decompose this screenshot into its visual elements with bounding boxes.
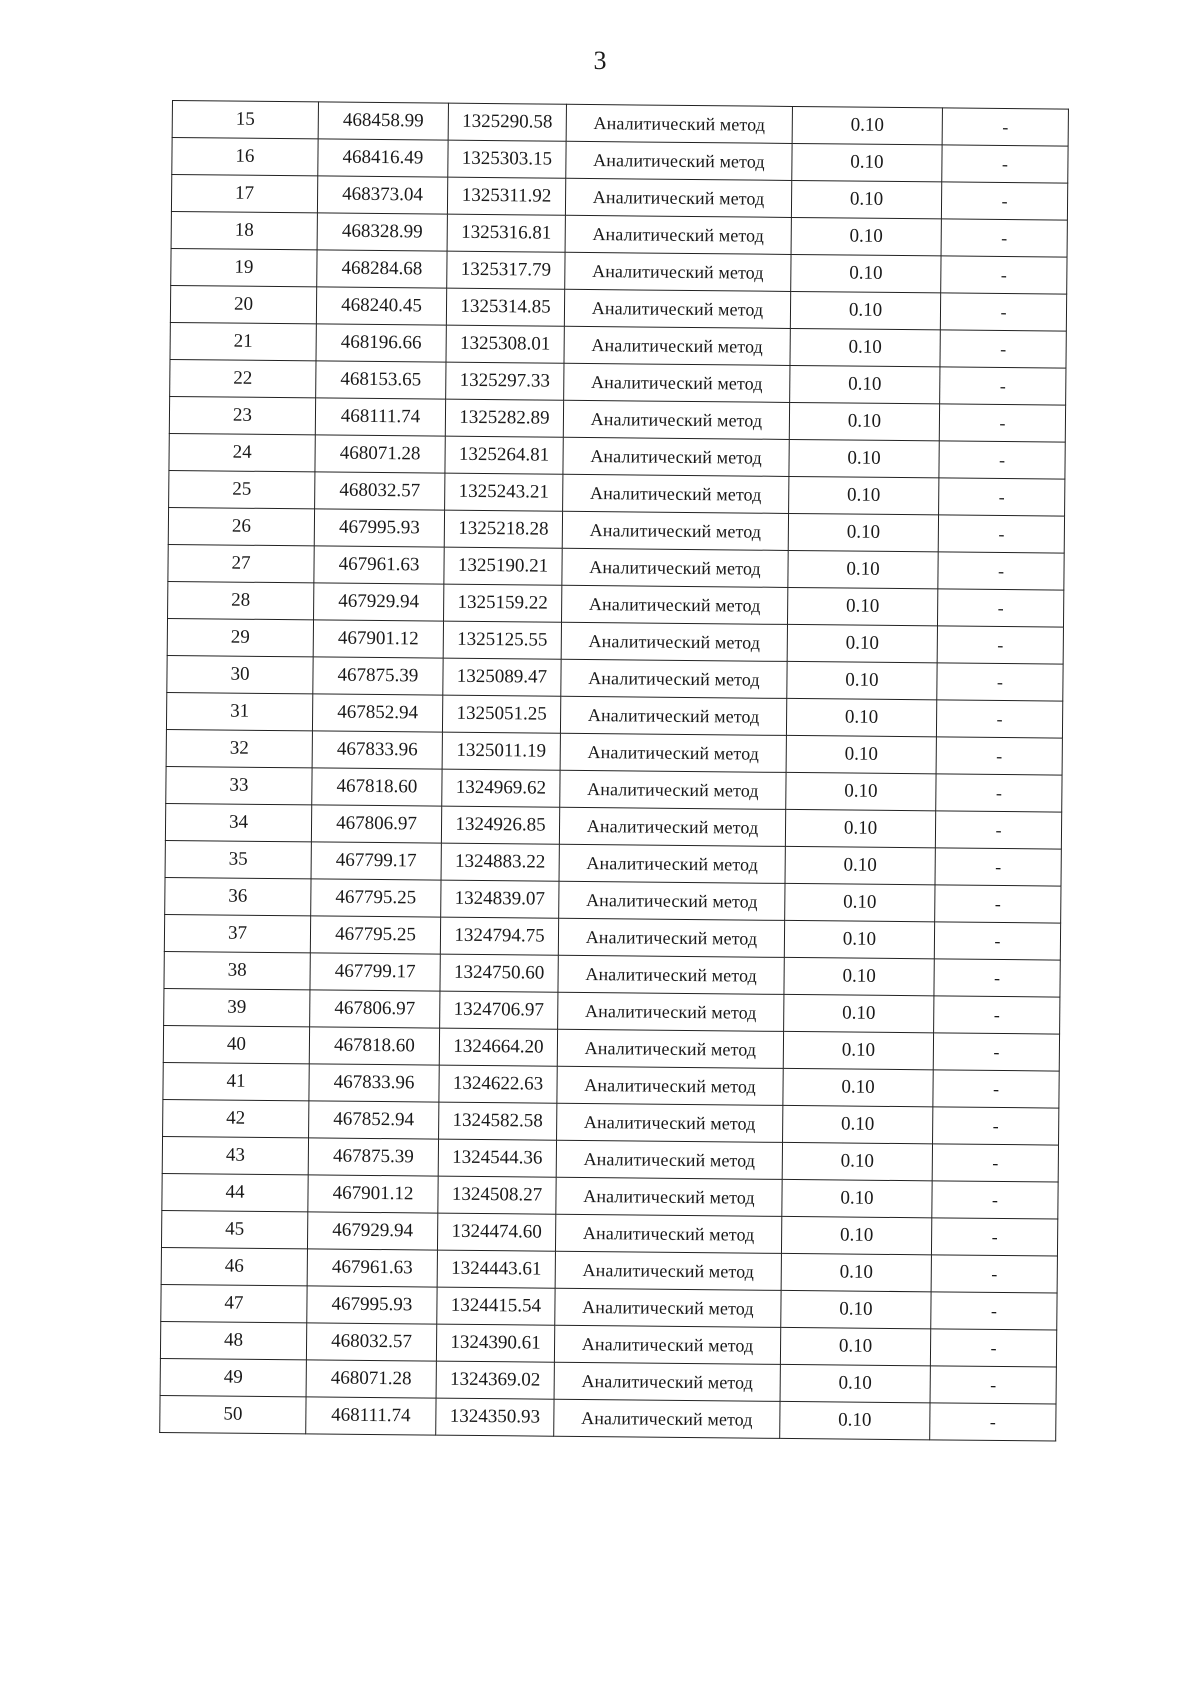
accuracy-cell: 0.10 <box>788 513 938 551</box>
point-number-cell: 40 <box>163 1025 309 1063</box>
x-coordinate-cell: 467795.25 <box>311 879 441 917</box>
method-cell: Аналитический метод <box>555 1214 781 1253</box>
accuracy-cell: 0.10 <box>784 957 934 995</box>
y-coordinate-cell: 1325264.81 <box>445 436 563 474</box>
method-cell: Аналитический метод <box>554 1362 780 1401</box>
x-coordinate-cell: 468284.68 <box>317 250 447 288</box>
point-number-cell: 46 <box>161 1247 307 1285</box>
accuracy-cell: 0.10 <box>791 254 941 292</box>
note-cell: - <box>933 1070 1059 1108</box>
x-coordinate-cell: 467799.17 <box>310 953 440 991</box>
note-cell: - <box>942 108 1068 146</box>
point-number-cell: 22 <box>170 359 316 397</box>
accuracy-cell: 0.10 <box>783 1105 933 1143</box>
point-number-cell: 43 <box>162 1136 308 1174</box>
note-cell: - <box>932 1144 1058 1182</box>
point-number-cell: 42 <box>163 1099 309 1137</box>
accuracy-cell: 0.10 <box>787 661 937 699</box>
note-cell: - <box>937 589 1063 627</box>
accuracy-cell: 0.10 <box>780 1327 930 1365</box>
accuracy-cell: 0.10 <box>786 735 936 773</box>
note-cell: - <box>931 1292 1057 1330</box>
method-cell: Аналитический метод <box>559 844 785 883</box>
note-cell: - <box>930 1403 1056 1441</box>
x-coordinate-cell: 467818.60 <box>309 1027 439 1065</box>
note-cell: - <box>934 959 1060 997</box>
x-coordinate-cell: 467995.93 <box>314 509 444 547</box>
method-cell: Аналитический метод <box>561 622 787 661</box>
note-cell: - <box>940 367 1066 405</box>
method-cell: Аналитический метод <box>561 659 787 698</box>
note-cell: - <box>941 256 1067 294</box>
x-coordinate-cell: 467806.97 <box>310 990 440 1028</box>
table-row <box>160 1395 1056 1441</box>
point-number-cell: 27 <box>168 544 314 582</box>
y-coordinate-cell: 1325218.28 <box>444 510 562 548</box>
y-coordinate-cell: 1325311.92 <box>447 177 565 215</box>
x-coordinate-cell: 467995.93 <box>307 1286 437 1324</box>
y-coordinate-cell: 1325308.01 <box>446 325 564 363</box>
x-coordinate-cell: 467929.94 <box>307 1212 437 1250</box>
point-number-cell: 44 <box>162 1173 308 1211</box>
y-coordinate-cell: 1324415.54 <box>437 1287 555 1325</box>
point-number-cell: 47 <box>161 1284 307 1322</box>
note-cell: - <box>930 1366 1056 1404</box>
y-coordinate-cell: 1325051.25 <box>442 695 560 733</box>
accuracy-cell: 0.10 <box>785 846 935 884</box>
method-cell: Аналитический метод <box>563 474 789 513</box>
method-cell: Аналитический метод <box>555 1288 781 1327</box>
note-cell: - <box>942 145 1068 183</box>
point-number-cell: 37 <box>164 914 310 952</box>
point-number-cell: 31 <box>166 692 312 730</box>
method-cell: Аналитический метод <box>556 1177 782 1216</box>
x-coordinate-cell: 468196.66 <box>316 324 446 362</box>
point-number-cell: 35 <box>165 840 311 878</box>
y-coordinate-cell: 1324664.20 <box>439 1028 557 1066</box>
point-number-cell: 30 <box>167 655 313 693</box>
page-number: 3 <box>593 46 607 75</box>
accuracy-cell: 0.10 <box>790 365 940 403</box>
y-coordinate-cell: 1325243.21 <box>445 473 563 511</box>
note-cell: - <box>940 330 1066 368</box>
method-cell: Аналитический метод <box>562 585 788 624</box>
note-cell: - <box>935 811 1061 849</box>
method-cell: Аналитический метод <box>559 807 785 846</box>
point-number-cell: 36 <box>165 877 311 915</box>
note-cell: - <box>934 996 1060 1034</box>
method-cell: Аналитический метод <box>564 326 790 365</box>
y-coordinate-cell: 1324750.60 <box>440 954 558 992</box>
y-coordinate-cell: 1324839.07 <box>441 880 559 918</box>
y-coordinate-cell: 1325314.85 <box>446 288 564 326</box>
x-coordinate-cell: 467929.94 <box>314 583 444 621</box>
x-coordinate-cell: 467875.39 <box>308 1138 438 1176</box>
method-cell: Аналитический метод <box>565 178 791 217</box>
y-coordinate-cell: 1325316.81 <box>447 214 565 252</box>
x-coordinate-cell: 468032.57 <box>315 472 445 510</box>
point-number-cell: 20 <box>170 285 316 323</box>
point-number-cell: 32 <box>166 729 312 767</box>
note-cell: - <box>939 478 1065 516</box>
accuracy-cell: 0.10 <box>791 217 941 255</box>
method-cell: Аналитический метод <box>564 289 790 328</box>
method-cell: Аналитический метод <box>560 770 786 809</box>
accuracy-cell: 0.10 <box>786 772 936 810</box>
y-coordinate-cell: 1325282.89 <box>445 399 563 437</box>
point-number-cell: 48 <box>160 1321 306 1359</box>
note-cell: - <box>931 1255 1057 1293</box>
method-cell: Аналитический метод <box>556 1140 782 1179</box>
accuracy-cell: 0.10 <box>790 291 940 329</box>
accuracy-cell: 0.10 <box>789 439 939 477</box>
x-coordinate-cell: 467852.94 <box>312 694 442 732</box>
x-coordinate-cell: 467833.96 <box>312 731 442 769</box>
y-coordinate-cell: 1325011.19 <box>442 732 560 770</box>
x-coordinate-cell: 467852.94 <box>309 1101 439 1139</box>
y-coordinate-cell: 1324544.36 <box>438 1139 556 1177</box>
note-cell: - <box>938 515 1064 553</box>
x-coordinate-cell: 467901.12 <box>313 620 443 658</box>
method-cell: Аналитический метод <box>554 1399 780 1438</box>
point-number-cell: 16 <box>172 138 318 176</box>
accuracy-cell: 0.10 <box>785 809 935 847</box>
y-coordinate-cell: 1324622.63 <box>439 1065 557 1103</box>
accuracy-cell: 0.10 <box>781 1290 931 1328</box>
y-coordinate-cell: 1325297.33 <box>446 362 564 400</box>
point-number-cell: 34 <box>165 803 311 841</box>
y-coordinate-cell: 1324350.93 <box>436 1398 554 1436</box>
x-coordinate-cell: 467875.39 <box>313 657 443 695</box>
method-cell: Аналитический метод <box>558 918 784 957</box>
y-coordinate-cell: 1324390.61 <box>436 1324 554 1362</box>
method-cell: Аналитический метод <box>564 363 790 402</box>
accuracy-cell: 0.10 <box>788 550 938 588</box>
point-number-cell: 26 <box>168 507 314 545</box>
y-coordinate-cell: 1325290.58 <box>448 103 566 141</box>
method-cell: Аналитический метод <box>557 1029 783 1068</box>
accuracy-cell: 0.10 <box>784 994 934 1032</box>
method-cell: Аналитический метод <box>560 733 786 772</box>
accuracy-cell: 0.10 <box>786 698 936 736</box>
point-number-cell: 21 <box>170 322 316 360</box>
note-cell: - <box>936 774 1062 812</box>
note-cell: - <box>937 663 1063 701</box>
y-coordinate-cell: 1324443.61 <box>437 1250 555 1288</box>
x-coordinate-cell: 468071.28 <box>315 435 445 473</box>
point-number-cell: 39 <box>164 988 310 1026</box>
x-coordinate-cell: 468153.65 <box>316 361 446 399</box>
point-number-cell: 33 <box>166 766 312 804</box>
point-number-cell: 41 <box>163 1062 309 1100</box>
x-coordinate-cell: 468416.49 <box>318 139 448 177</box>
accuracy-cell: 0.10 <box>780 1364 930 1402</box>
note-cell: - <box>930 1329 1056 1367</box>
accuracy-cell: 0.10 <box>783 1068 933 1106</box>
x-coordinate-cell: 467961.63 <box>307 1249 437 1287</box>
x-coordinate-cell: 467799.17 <box>311 842 441 880</box>
note-cell: - <box>934 922 1060 960</box>
accuracy-cell: 0.10 <box>780 1401 930 1439</box>
x-coordinate-cell: 468071.28 <box>306 1360 436 1398</box>
method-cell: Аналитический метод <box>554 1325 780 1364</box>
method-cell: Аналитический метод <box>563 437 789 476</box>
method-cell: Аналитический метод <box>557 1066 783 1105</box>
accuracy-cell: 0.10 <box>781 1216 931 1254</box>
accuracy-cell: 0.10 <box>787 624 937 662</box>
method-cell: Аналитический метод <box>558 955 784 994</box>
point-number-cell: 25 <box>169 470 315 508</box>
note-cell: - <box>940 293 1066 331</box>
x-coordinate-cell: 467818.60 <box>312 768 442 806</box>
method-cell: Аналитический метод <box>560 696 786 735</box>
method-cell: Аналитический метод <box>566 104 792 143</box>
accuracy-cell: 0.10 <box>790 328 940 366</box>
y-coordinate-cell: 1325317.79 <box>447 251 565 289</box>
note-cell: - <box>938 552 1064 590</box>
accuracy-cell: 0.10 <box>792 106 942 144</box>
method-cell: Аналитический метод <box>557 1103 783 1142</box>
y-coordinate-cell: 1325125.55 <box>443 621 561 659</box>
accuracy-cell: 0.10 <box>784 920 934 958</box>
x-coordinate-cell: 467833.96 <box>309 1064 439 1102</box>
x-coordinate-cell: 468111.74 <box>306 1397 436 1435</box>
accuracy-cell: 0.10 <box>789 402 939 440</box>
note-cell: - <box>933 1033 1059 1071</box>
accuracy-cell: 0.10 <box>782 1179 932 1217</box>
x-coordinate-cell: 467961.63 <box>314 546 444 584</box>
y-coordinate-cell: 1324706.97 <box>440 991 558 1029</box>
point-number-cell: 49 <box>160 1358 306 1396</box>
x-coordinate-cell: 468240.45 <box>316 287 446 325</box>
point-number-cell: 28 <box>168 581 314 619</box>
note-cell: - <box>939 441 1065 479</box>
note-cell: - <box>935 848 1061 886</box>
y-coordinate-cell: 1325190.21 <box>444 547 562 585</box>
note-cell: - <box>941 182 1067 220</box>
method-cell: Аналитический метод <box>559 881 785 920</box>
point-number-cell: 15 <box>172 101 318 139</box>
x-coordinate-cell: 467806.97 <box>311 805 441 843</box>
point-number-cell: 45 <box>161 1210 307 1248</box>
y-coordinate-cell: 1324794.75 <box>440 917 558 955</box>
method-cell: Аналитический метод <box>555 1251 781 1290</box>
accuracy-cell: 0.10 <box>789 476 939 514</box>
x-coordinate-cell: 468111.74 <box>315 398 445 436</box>
y-coordinate-cell: 1324926.85 <box>441 806 559 844</box>
point-number-cell: 50 <box>160 1395 306 1433</box>
method-cell: Аналитический метод <box>565 252 791 291</box>
method-cell: Аналитический метод <box>566 141 792 180</box>
x-coordinate-cell: 468373.04 <box>317 176 447 214</box>
y-coordinate-cell: 1324474.60 <box>437 1213 555 1251</box>
note-cell: - <box>936 737 1062 775</box>
point-number-cell: 23 <box>169 396 315 434</box>
point-number-cell: 38 <box>164 951 310 989</box>
note-cell: - <box>939 404 1065 442</box>
note-cell: - <box>935 885 1061 923</box>
y-coordinate-cell: 1325303.15 <box>448 140 566 178</box>
y-coordinate-cell: 1324969.62 <box>442 769 560 807</box>
note-cell: - <box>937 626 1063 664</box>
accuracy-cell: 0.10 <box>787 587 937 625</box>
y-coordinate-cell: 1325159.22 <box>444 584 562 622</box>
note-cell: - <box>936 700 1062 738</box>
method-cell: Аналитический метод <box>562 548 788 587</box>
point-number-cell: 24 <box>169 433 315 471</box>
point-number-cell: 17 <box>171 175 317 213</box>
accuracy-cell: 0.10 <box>781 1253 931 1291</box>
note-cell: - <box>931 1218 1057 1256</box>
accuracy-cell: 0.10 <box>785 883 935 921</box>
method-cell: Аналитический метод <box>563 400 789 439</box>
x-coordinate-cell: 467795.25 <box>310 916 440 954</box>
accuracy-cell: 0.10 <box>783 1031 933 1069</box>
x-coordinate-cell: 468328.99 <box>317 213 447 251</box>
note-cell: - <box>941 219 1067 257</box>
point-number-cell: 18 <box>171 211 317 249</box>
y-coordinate-cell: 1324508.27 <box>438 1176 556 1214</box>
y-coordinate-cell: 1325089.47 <box>443 658 561 696</box>
x-coordinate-cell: 468032.57 <box>306 1323 436 1361</box>
method-cell: Аналитический метод <box>562 511 788 550</box>
y-coordinate-cell: 1324883.22 <box>441 843 559 881</box>
x-coordinate-cell: 467901.12 <box>308 1175 438 1213</box>
y-coordinate-cell: 1324582.58 <box>439 1102 557 1140</box>
method-cell: Аналитический метод <box>565 215 791 254</box>
x-coordinate-cell: 468458.99 <box>318 102 448 140</box>
coordinates-table-container <box>159 100 1068 1442</box>
accuracy-cell: 0.10 <box>791 180 941 218</box>
note-cell: - <box>933 1107 1059 1145</box>
table-body <box>160 101 1069 1442</box>
method-cell: Аналитический метод <box>558 992 784 1031</box>
coordinates-table <box>159 100 1069 1442</box>
accuracy-cell: 0.10 <box>792 143 942 181</box>
note-cell: - <box>932 1181 1058 1219</box>
y-coordinate-cell: 1324369.02 <box>436 1361 554 1399</box>
accuracy-cell: 0.10 <box>782 1142 932 1180</box>
point-number-cell: 19 <box>171 248 317 286</box>
point-number-cell: 29 <box>167 618 313 656</box>
